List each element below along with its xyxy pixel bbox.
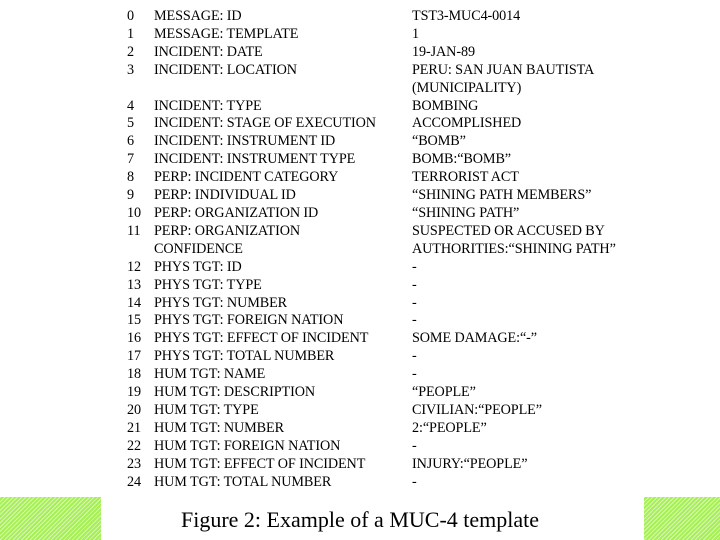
slot-name-line: PERP: INCIDENT CATEGORY: [154, 169, 339, 186]
slot-value-line: BOMBING: [412, 97, 479, 114]
slot-name-line: INCIDENT: DATE: [154, 43, 263, 60]
slot-value-line: 19-JAN-89: [412, 43, 475, 60]
slot-value: [412, 223, 687, 259]
slot-value-line: -: [412, 437, 417, 454]
slot-name: [154, 456, 412, 474]
slot-value-line: TST3-MUC4-0014: [412, 8, 521, 24]
slot-name: [154, 259, 412, 277]
slot-name: [154, 187, 412, 205]
slot-value-line: PERU: SAN JUAN BAUTISTA: [412, 61, 595, 78]
slot-name: [154, 402, 412, 420]
slot-value: [412, 259, 687, 277]
row-number: 7: [127, 151, 134, 168]
slot-name: [154, 348, 412, 366]
slot-value: [412, 295, 687, 313]
row-number: 12: [127, 258, 141, 275]
template-row: [127, 187, 687, 205]
slot-value-line: CIVILIAN:“PEOPLE”: [412, 401, 542, 418]
template-row: [127, 402, 687, 420]
slot-name: [154, 474, 412, 492]
row-number: 19: [127, 384, 141, 401]
slot-name-line: HUM TGT: NAME: [154, 366, 266, 383]
template-row: [127, 62, 687, 98]
slot-name-line: MESSAGE: ID: [154, 8, 242, 24]
slot-name: [154, 8, 412, 26]
template-row: [127, 44, 687, 62]
template-row: [127, 456, 687, 474]
row-number: 16: [127, 330, 141, 347]
slot-value-line: -: [412, 276, 417, 293]
slot-value-line: -: [412, 312, 417, 329]
slot-name: [154, 26, 412, 44]
row-number: 2: [127, 43, 134, 60]
template-row: [127, 474, 687, 492]
template-row: [127, 295, 687, 313]
slot-value: [412, 420, 687, 438]
slot-name: [154, 438, 412, 456]
row-number: 22: [127, 437, 141, 454]
slot-name-line: INCIDENT: TYPE: [154, 97, 262, 114]
row-number: 24: [127, 473, 141, 490]
muc4-template-table: [127, 8, 687, 491]
slot-name: [154, 420, 412, 438]
slot-name: [154, 277, 412, 295]
template-row: [127, 151, 687, 169]
slot-name-line: PHYS TGT: FOREIGN NATION: [154, 312, 344, 329]
row-number: 6: [127, 133, 134, 150]
slot-value: [412, 169, 687, 187]
slot-value: [412, 456, 687, 474]
slot-value: [412, 115, 687, 133]
slot-value: [412, 366, 687, 384]
row-number: 3: [127, 61, 134, 78]
slot-name-line: INCIDENT: INSTRUMENT ID: [154, 133, 336, 150]
slot-value-line: (MUNICIPALITY): [412, 79, 522, 96]
template-row: [127, 259, 687, 277]
slot-name-line: INCIDENT: STAGE OF EXECUTION: [154, 115, 376, 132]
slot-value-line: -: [412, 294, 417, 311]
row-number: 13: [127, 276, 141, 293]
slot-name-line: HUM TGT: FOREIGN NATION: [154, 437, 341, 454]
slot-name: [154, 115, 412, 133]
slot-name-line: PHYS TGT: ID: [154, 258, 242, 275]
row-number: 8: [127, 169, 134, 186]
slot-name-line: PERP: ORGANIZATION ID: [154, 204, 319, 221]
slot-value-line: SUSPECTED OR ACCUSED BY: [412, 222, 605, 239]
slot-name: [154, 133, 412, 151]
slot-name: [154, 330, 412, 348]
slot-value: [412, 133, 687, 151]
slot-value: [412, 312, 687, 330]
template-row: [127, 223, 687, 259]
slot-name-line: HUM TGT: TYPE: [154, 401, 259, 418]
slot-name-line: MESSAGE: TEMPLATE: [154, 25, 299, 42]
row-number: 23: [127, 455, 141, 472]
slot-value-line: -: [412, 366, 417, 383]
slot-name-line: INCIDENT: LOCATION: [154, 61, 297, 78]
template-row: [127, 169, 687, 187]
slot-value: [412, 384, 687, 402]
slot-name: [154, 62, 412, 80]
row-number: 5: [127, 115, 134, 132]
slot-name: [154, 384, 412, 402]
template-row: [127, 205, 687, 223]
slot-name-line: PHYS TGT: TOTAL NUMBER: [154, 348, 335, 365]
slot-value: [412, 151, 687, 169]
template-row: [127, 384, 687, 402]
slot-value: [412, 98, 687, 116]
row-number: 15: [127, 312, 141, 329]
slot-value: [412, 402, 687, 420]
template-row: [127, 133, 687, 151]
row-number: 11: [127, 222, 141, 239]
slot-value-line: INJURY:“PEOPLE”: [412, 455, 528, 472]
slot-value: [412, 44, 687, 62]
template-row: [127, 348, 687, 366]
row-number: 18: [127, 366, 141, 383]
slot-name: [154, 205, 412, 223]
slot-name: [154, 98, 412, 116]
slot-value-line: 1: [412, 25, 419, 42]
slot-name-line: HUM TGT: DESCRIPTION: [154, 384, 315, 401]
row-number: 4: [127, 97, 134, 114]
slot-value-line: “SHINING PATH MEMBERS”: [412, 187, 592, 204]
row-number: 17: [127, 348, 141, 365]
template-row: [127, 98, 687, 116]
slot-value: [412, 187, 687, 205]
row-number: 1: [127, 25, 134, 42]
row-number: 21: [127, 419, 141, 436]
slot-name-line: INCIDENT: INSTRUMENT TYPE: [154, 151, 356, 168]
slot-value: [412, 205, 687, 223]
template-row: [127, 312, 687, 330]
slot-value: [412, 8, 687, 26]
slot-name-line: CONFIDENCE: [154, 240, 243, 257]
slot-value-line: SOME DAMAGE:“-”: [412, 330, 537, 347]
slot-value-line: 2:“PEOPLE”: [412, 419, 487, 436]
slot-value-line: BOMB:“BOMB”: [412, 151, 512, 168]
row-number: 14: [127, 294, 141, 311]
slot-value: [412, 277, 687, 295]
slot-value-line: -: [412, 473, 417, 490]
template-row: [127, 26, 687, 44]
slot-name-line: HUM TGT: EFFECT OF INCIDENT: [154, 455, 366, 472]
slot-value-line: “BOMB”: [412, 133, 466, 150]
slot-value-line: -: [412, 258, 417, 275]
slot-value-line: “SHINING PATH”: [412, 204, 520, 221]
row-number: 9: [127, 187, 134, 204]
figure-caption: Figure 2: Example of a MUC-4 template: [180, 507, 540, 532]
template-row: [127, 115, 687, 133]
template-row: [127, 277, 687, 295]
slot-value: [412, 330, 687, 348]
slot-name-line: HUM TGT: TOTAL NUMBER: [154, 473, 332, 490]
slot-value-line: “PEOPLE”: [412, 384, 476, 401]
slot-value-line: -: [412, 348, 417, 365]
template-row: [127, 330, 687, 348]
slot-name: [154, 44, 412, 62]
slot-value-line: AUTHORITIES:“SHINING PATH”: [412, 240, 616, 257]
slot-value: [412, 438, 687, 456]
slot-name: [154, 312, 412, 330]
slot-name: [154, 295, 412, 313]
template-row: [127, 366, 687, 384]
slot-name-line: PERP: ORGANIZATION: [154, 222, 300, 239]
slot-name-line: PERP: INDIVIDUAL ID: [154, 187, 296, 204]
slot-name: [154, 223, 412, 259]
slot-value-line: ACCOMPLISHED: [412, 115, 522, 132]
slot-name-line: PHYS TGT: NUMBER: [154, 294, 288, 311]
slot-name: [154, 169, 412, 187]
row-number: 20: [127, 401, 141, 418]
slot-name-line: PHYS TGT: TYPE: [154, 276, 262, 293]
slot-name: [154, 366, 412, 384]
slot-value: [412, 348, 687, 366]
slot-value-line: TERRORIST ACT: [412, 169, 519, 186]
slot-value: [412, 62, 687, 98]
slot-value: [412, 26, 687, 44]
row-number: 0: [127, 8, 134, 24]
row-number: 10: [127, 204, 141, 221]
template-row: [127, 8, 687, 26]
template-row: [127, 420, 687, 438]
slot-name-line: HUM TGT: NUMBER: [154, 419, 284, 436]
slot-name-line: PHYS TGT: EFFECT OF INCIDENT: [154, 330, 369, 347]
template-row: [127, 438, 687, 456]
slot-name: [154, 151, 412, 169]
slot-value: [412, 474, 687, 492]
